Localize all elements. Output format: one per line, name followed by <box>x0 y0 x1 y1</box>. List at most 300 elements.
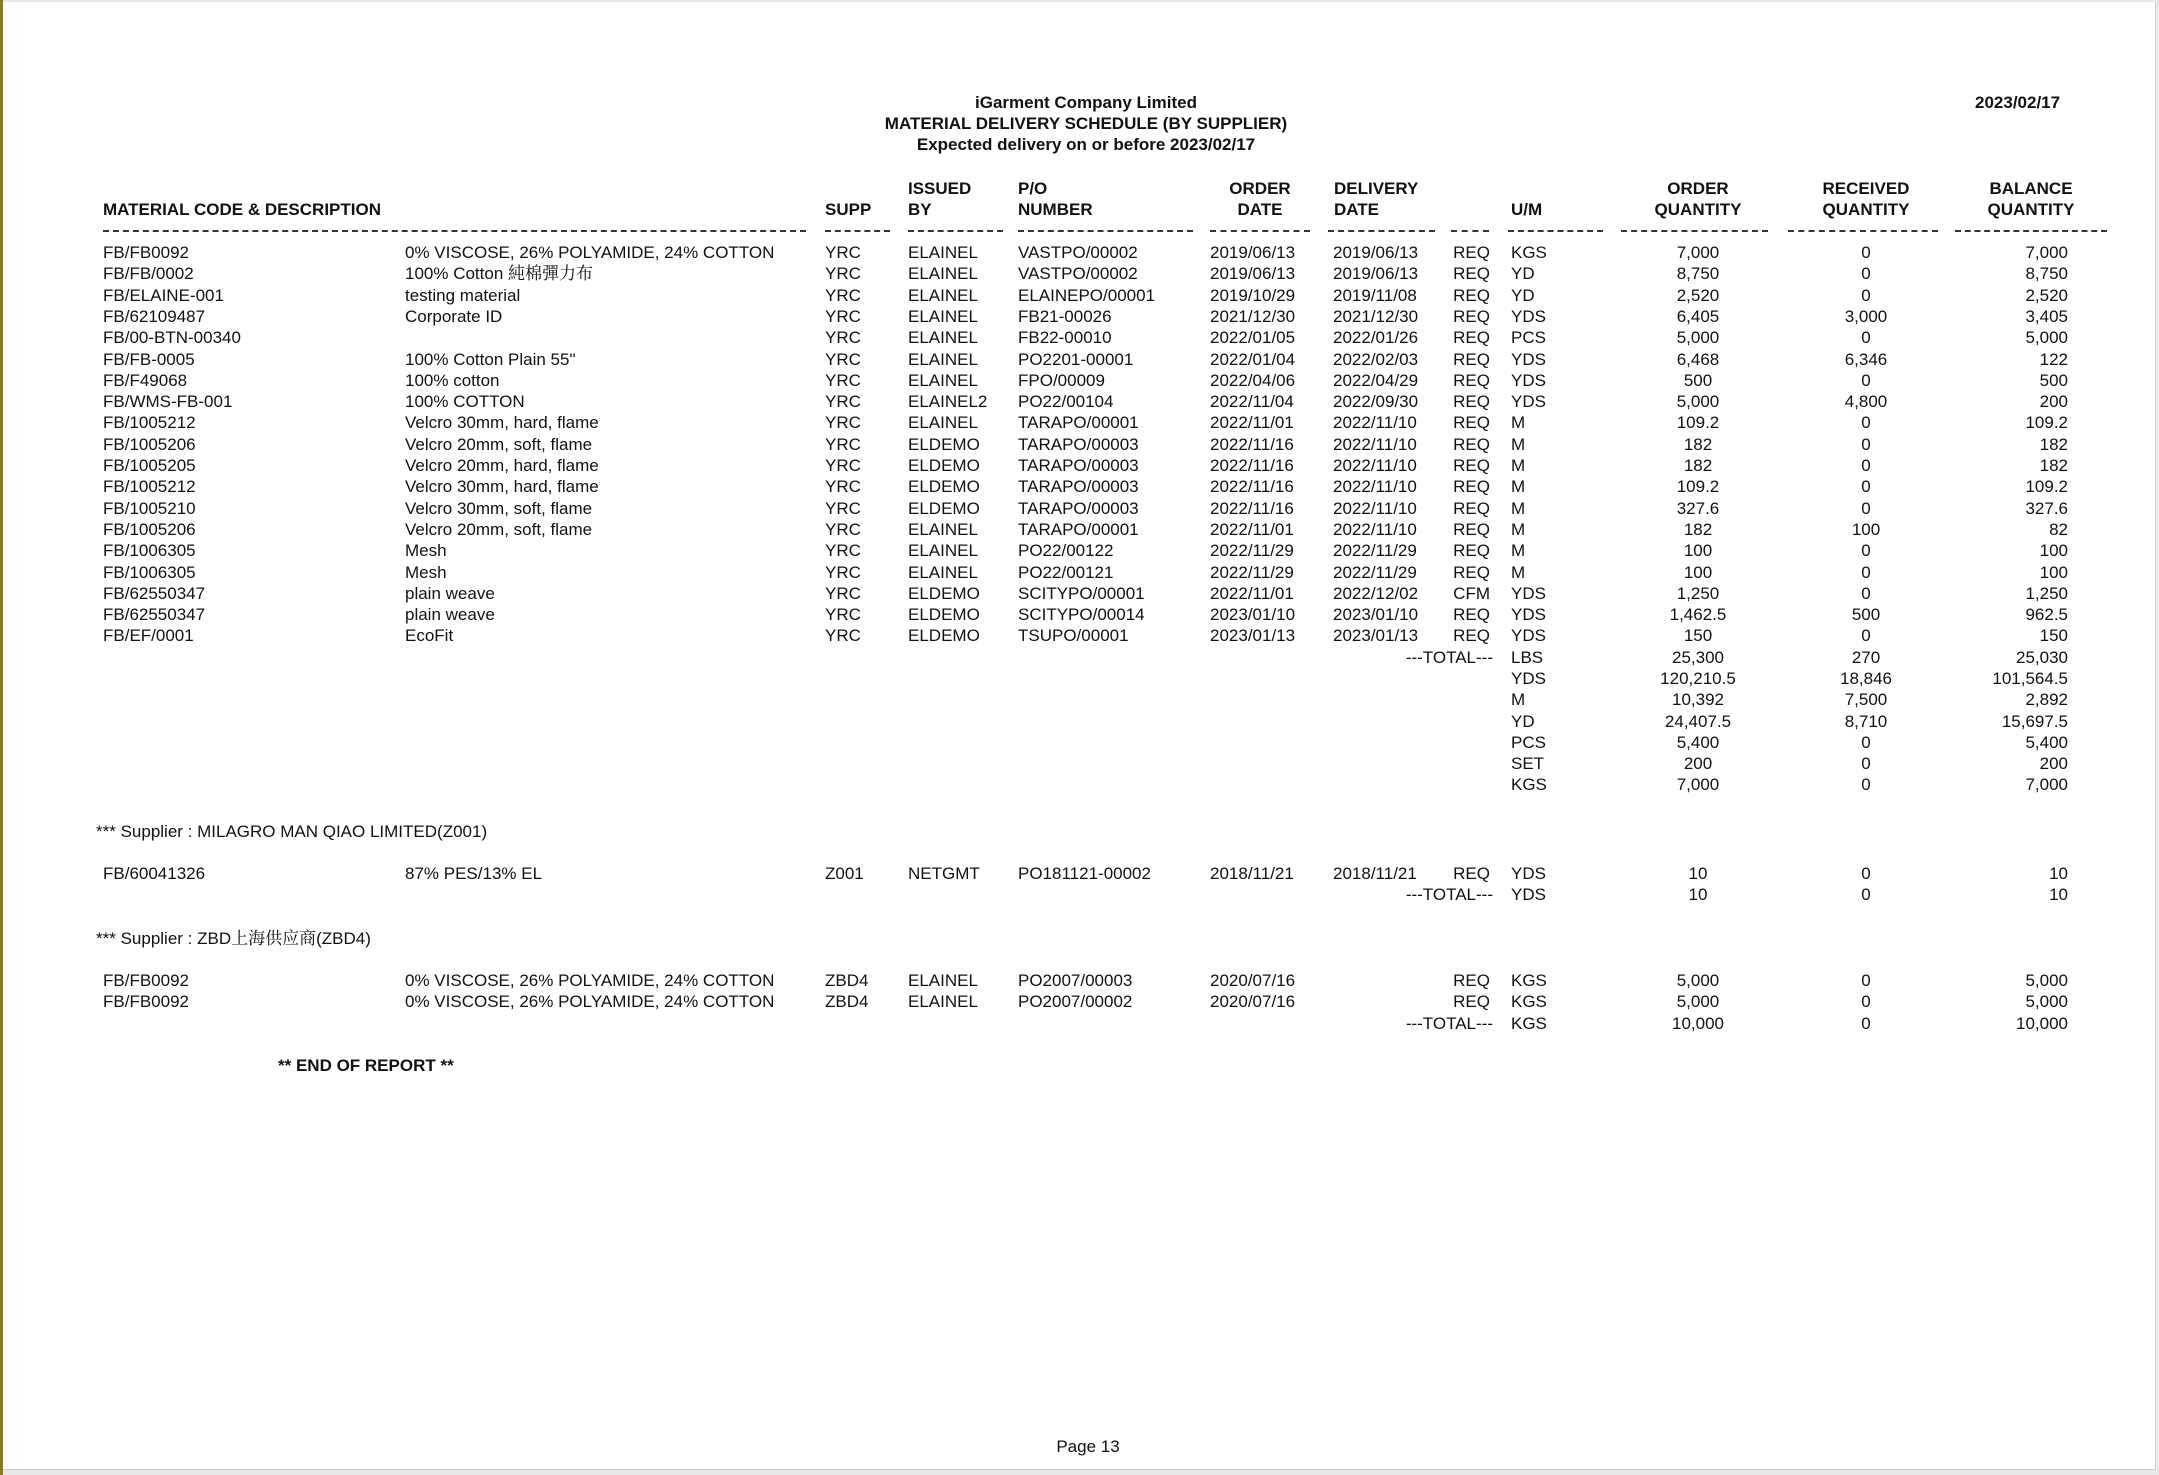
cell-ddate: 2022/11/10 <box>1333 435 1417 454</box>
cell-um: YDS <box>1511 864 1546 883</box>
cell-oqty: 6,405 <box>1676 307 1720 326</box>
cell-um: M <box>1511 690 1526 709</box>
cell-po: SCITYPO/00001 <box>1018 584 1145 603</box>
cell-code: FB/EF/0001 <box>103 626 194 645</box>
cell-status: REQ <box>1453 626 1490 645</box>
col-po-1: P/O <box>1018 179 1048 198</box>
cell-ddate: 2019/11/08 <box>1333 286 1417 305</box>
cell-bqty: 82 <box>2049 520 2068 539</box>
cell-rqty: 0 <box>1861 413 1871 432</box>
cell-bqty: 100 <box>2039 541 2068 560</box>
cell-code: FB/62109487 <box>103 307 206 326</box>
cell-rqty: 3,000 <box>1844 307 1888 326</box>
cell-rqty: 100 <box>1851 520 1881 539</box>
cell-odate: 2022/11/16 <box>1210 477 1294 496</box>
cell-status: REQ <box>1453 605 1490 624</box>
cell-by: ELAINEL2 <box>908 392 988 411</box>
cell-status: REQ <box>1453 350 1490 369</box>
cell-bqty: 122 <box>2039 350 2068 369</box>
cell-po: PO2007/00002 <box>1018 992 1133 1011</box>
cell-supp: YRC <box>825 584 861 603</box>
cell-bqty: 150 <box>2039 626 2068 645</box>
cell-po: VASTPO/00002 <box>1018 264 1138 283</box>
cell-um: PCS <box>1511 733 1546 752</box>
cell-status: REQ <box>1453 371 1490 390</box>
cell-bqty: 2,520 <box>2025 286 2068 305</box>
separator-balance <box>1955 230 2107 232</box>
cell-odate: 2018/11/21 <box>1210 864 1294 883</box>
cell-supp: YRC <box>825 626 861 645</box>
cell-rqty: 7,500 <box>1844 690 1888 709</box>
cell-um: PCS <box>1511 328 1546 347</box>
cell-um: M <box>1511 435 1526 454</box>
cell-by: ELAINEL <box>908 520 978 539</box>
report-title: MATERIAL DELIVERY SCHEDULE (BY SUPPLIER) <box>884 114 1288 133</box>
col-order-date-1: ORDER <box>1229 179 1291 198</box>
total-label: ---TOTAL--- <box>1405 1014 1493 1033</box>
cell-oqty: 182 <box>1683 435 1713 454</box>
cell-by: ELAINEL <box>908 264 978 283</box>
cell-supp: YRC <box>825 328 861 347</box>
cell-code: FB/1006305 <box>103 563 196 582</box>
cell-um: YDS <box>1511 584 1546 603</box>
cell-rqty: 0 <box>1861 563 1871 582</box>
cell-po: VASTPO/00002 <box>1018 243 1138 262</box>
cell-odate: 2020/07/16 <box>1210 992 1296 1011</box>
cell-oqty: 6,468 <box>1676 350 1720 369</box>
cell-code: FB/1005212 <box>103 413 196 432</box>
cell-ddate: 2022/09/30 <box>1333 392 1419 411</box>
cell-ddate: 2023/01/13 <box>1333 626 1419 645</box>
cell-supp: YRC <box>825 413 861 432</box>
cell-um: YD <box>1511 712 1535 731</box>
cell-um: KGS <box>1511 775 1547 794</box>
cell-odate: 2022/11/16 <box>1210 435 1294 454</box>
cell-oqty: 1,250 <box>1676 584 1720 603</box>
cell-po: PO2007/00003 <box>1018 971 1133 990</box>
cell-by: ELDEMO <box>908 605 980 624</box>
separator-um <box>1508 230 1603 232</box>
cell-um: KGS <box>1511 992 1547 1011</box>
cell-rqty: 270 <box>1851 648 1881 667</box>
cell-rqty: 0 <box>1861 499 1871 518</box>
cell-code: FB/62550347 <box>103 605 206 624</box>
cell-rqty: 0 <box>1861 477 1871 496</box>
cell-um: SET <box>1511 754 1545 773</box>
cell-oqty: 100 <box>1683 563 1713 582</box>
cell-status: CFM <box>1453 584 1490 603</box>
cell-by: ELAINEL <box>908 243 978 262</box>
cell-bqty: 10 <box>2049 864 2068 883</box>
cell-desc: Corporate ID <box>405 307 503 326</box>
supplier-label: *** Supplier : ZBD上海供应商(ZBD4) <box>96 929 371 948</box>
cell-desc: 100% Cotton 純棉彈力布 <box>405 264 594 283</box>
cell-desc: Velcro 30mm, hard, flame <box>405 477 599 496</box>
cell-odate: 2022/11/01 <box>1210 584 1294 603</box>
cell-rqty: 0 <box>1861 456 1871 475</box>
cell-po: TARAPO/00001 <box>1018 413 1139 432</box>
col-um: U/M <box>1511 200 1543 219</box>
cell-ddate: 2022/11/10 <box>1333 477 1417 496</box>
cell-code: FB/1005206 <box>103 520 196 539</box>
cell-oqty: 109.2 <box>1676 413 1720 432</box>
cell-by: ELAINEL <box>908 563 978 582</box>
cell-by: ELAINEL <box>908 350 978 369</box>
cell-bqty: 7,000 <box>2025 775 2068 794</box>
cell-supp: YRC <box>825 499 861 518</box>
cell-po: FB21-00026 <box>1018 307 1112 326</box>
cell-status: REQ <box>1453 413 1490 432</box>
cell-supp: ZBD4 <box>825 992 869 1011</box>
cell-odate: 2022/11/29 <box>1210 541 1294 560</box>
col-balance-1: BALANCE <box>1989 179 2073 198</box>
report-page <box>3 2 2156 1470</box>
cell-supp: YRC <box>825 264 861 283</box>
cell-code: FB/1005205 <box>103 456 196 475</box>
cell-by: ELDEMO <box>908 584 980 603</box>
cell-status: REQ <box>1453 563 1490 582</box>
cell-oqty: 10,000 <box>1672 1014 1724 1033</box>
col-supp: SUPP <box>825 200 872 219</box>
cell-rqty: 8,710 <box>1844 712 1888 731</box>
cell-oqty: 25,300 <box>1672 648 1724 667</box>
cell-rqty: 4,800 <box>1844 392 1888 411</box>
separator-po <box>1018 230 1193 232</box>
cell-desc: Velcro 20mm, hard, flame <box>405 456 599 475</box>
cell-by: ELDEMO <box>908 499 980 518</box>
cell-oqty: 5,000 <box>1676 328 1720 347</box>
cell-desc: 100% cotton <box>405 371 500 390</box>
cell-ddate: 2018/11/21 <box>1333 864 1417 883</box>
cell-status: REQ <box>1453 328 1490 347</box>
cell-po: PO2201-00001 <box>1018 350 1134 369</box>
cell-oqty: 8,750 <box>1676 264 1720 283</box>
cell-odate: 2023/01/10 <box>1210 605 1296 624</box>
cell-supp: YRC <box>825 371 861 390</box>
cell-bqty: 15,697.5 <box>2001 712 2068 731</box>
col-po-2: NUMBER <box>1018 200 1093 219</box>
cell-rqty: 0 <box>1861 626 1871 645</box>
cell-status: REQ <box>1453 307 1490 326</box>
cell-status: REQ <box>1453 971 1490 990</box>
cell-um: M <box>1511 456 1526 475</box>
end-of-report: ** END OF REPORT ** <box>278 1056 454 1075</box>
cell-ddate: 2022/11/10 <box>1333 520 1417 539</box>
cell-by: ELDEMO <box>908 477 980 496</box>
cell-um: M <box>1511 413 1526 432</box>
cell-oqty: 182 <box>1683 520 1713 539</box>
col-issued-2: BY <box>908 200 932 219</box>
cell-desc: plain weave <box>405 584 495 603</box>
cell-bqty: 5,000 <box>2025 971 2068 990</box>
cell-po: FPO/00009 <box>1018 371 1105 390</box>
col-delivery-date-2: DATE <box>1334 200 1380 219</box>
cell-odate: 2022/11/01 <box>1210 520 1294 539</box>
cell-bqty: 10 <box>2049 885 2068 904</box>
cell-um: KGS <box>1511 243 1547 262</box>
cell-um: LBS <box>1511 648 1544 667</box>
col-order-qty-1: ORDER <box>1667 179 1729 198</box>
cell-po: PO22/00104 <box>1018 392 1114 411</box>
cell-by: ELDEMO <box>908 626 980 645</box>
cell-code: FB/62550347 <box>103 584 206 603</box>
cell-bqty: 1,250 <box>2025 584 2068 603</box>
cell-rqty: 0 <box>1861 371 1871 390</box>
cell-ddate: 2022/11/29 <box>1333 563 1417 582</box>
cell-odate: 2022/11/04 <box>1210 392 1294 411</box>
cell-status: REQ <box>1453 541 1490 560</box>
cell-odate: 2019/06/13 <box>1210 264 1296 283</box>
cell-ddate: 2022/11/10 <box>1333 413 1417 432</box>
cell-oqty: 500 <box>1683 371 1713 390</box>
col-order-date-2: DATE <box>1237 200 1283 219</box>
page-number: Page 13 <box>1056 1437 1120 1456</box>
cell-supp: YRC <box>825 286 861 305</box>
cell-ddate: 2022/02/03 <box>1333 350 1419 369</box>
cell-status: REQ <box>1453 264 1490 283</box>
cell-rqty: 0 <box>1861 885 1871 904</box>
cell-by: ELAINEL <box>908 307 978 326</box>
cell-oqty: 10 <box>1688 885 1708 904</box>
cell-rqty: 0 <box>1861 541 1871 560</box>
cell-desc: 0% VISCOSE, 26% POLYAMIDE, 24% COTTON <box>405 992 775 1011</box>
cell-bqty: 8,750 <box>2025 264 2068 283</box>
cell-ddate: 2022/11/10 <box>1333 499 1417 518</box>
cell-oqty: 7,000 <box>1676 775 1720 794</box>
cell-rqty: 0 <box>1861 264 1871 283</box>
cell-by: NETGMT <box>908 864 980 883</box>
cell-odate: 2019/10/29 <box>1210 286 1296 305</box>
cell-ddate: 2022/12/02 <box>1333 584 1419 603</box>
cell-bqty: 200 <box>2039 754 2068 773</box>
cell-um: YD <box>1511 286 1535 305</box>
cell-oqty: 5,400 <box>1676 733 1720 752</box>
cell-bqty: 327.6 <box>2025 499 2068 518</box>
cell-po: PO181121-00002 <box>1018 864 1151 883</box>
cell-by: ELAINEL <box>908 971 978 990</box>
cell-oqty: 100 <box>1683 541 1713 560</box>
report-date: 2023/02/17 <box>1975 93 2061 112</box>
cell-status: REQ <box>1453 286 1490 305</box>
cell-um: YDS <box>1511 885 1546 904</box>
cell-odate: 2020/07/16 <box>1210 971 1296 990</box>
cell-supp: Z001 <box>825 864 864 883</box>
cell-oqty: 10 <box>1688 864 1708 883</box>
cell-bqty: 2,892 <box>2025 690 2068 709</box>
cell-um: YD <box>1511 264 1535 283</box>
cell-desc: EcoFit <box>405 626 454 645</box>
cell-ddate: 2019/06/13 <box>1333 264 1419 283</box>
cell-rqty: 500 <box>1851 605 1881 624</box>
cell-supp: YRC <box>825 456 861 475</box>
cell-um: YDS <box>1511 605 1546 624</box>
cell-code: FB/WMS-FB-001 <box>103 392 233 411</box>
cell-um: YDS <box>1511 307 1546 326</box>
cell-oqty: 24,407.5 <box>1664 712 1732 731</box>
cell-odate: 2022/11/16 <box>1210 456 1294 475</box>
cell-supp: YRC <box>825 541 861 560</box>
cell-rqty: 0 <box>1861 584 1871 603</box>
separator-delivery-date <box>1328 230 1435 232</box>
cell-code: FB/ELAINE-001 <box>103 286 224 305</box>
cell-desc: Velcro 20mm, soft, flame <box>405 520 593 539</box>
cell-odate: 2021/12/30 <box>1210 307 1296 326</box>
cell-um: YDS <box>1511 350 1546 369</box>
cell-rqty: 0 <box>1861 286 1871 305</box>
cell-supp: YRC <box>825 435 861 454</box>
cell-bqty: 101,564.5 <box>1992 669 2068 688</box>
cell-code: FB/1005212 <box>103 477 196 496</box>
cell-bqty: 7,000 <box>2025 243 2068 262</box>
cell-odate: 2022/11/29 <box>1210 563 1294 582</box>
col-balance-2: QUANTITY <box>1987 200 2075 219</box>
cell-supp: YRC <box>825 350 861 369</box>
col-order-qty-2: QUANTITY <box>1654 200 1742 219</box>
cell-status: REQ <box>1453 992 1490 1011</box>
cell-status: REQ <box>1453 435 1490 454</box>
total-label: ---TOTAL--- <box>1405 648 1493 667</box>
cell-status: REQ <box>1453 456 1490 475</box>
cell-um: KGS <box>1511 1014 1547 1033</box>
cell-odate: 2023/01/13 <box>1210 626 1296 645</box>
cell-ddate: 2022/01/26 <box>1333 328 1419 347</box>
separator-supp <box>825 230 890 232</box>
cell-po: TARAPO/00003 <box>1018 456 1139 475</box>
cell-code: FB/FB-0005 <box>103 350 195 369</box>
cell-status: REQ <box>1453 520 1490 539</box>
separator-received <box>1788 230 1938 232</box>
cell-supp: YRC <box>825 520 861 539</box>
cell-um: M <box>1511 563 1526 582</box>
cell-bqty: 3,405 <box>2025 307 2068 326</box>
cell-po: TARAPO/00003 <box>1018 435 1139 454</box>
cell-po: ELAINEPO/00001 <box>1018 286 1156 305</box>
separator-issued <box>908 230 1003 232</box>
cell-supp: YRC <box>825 392 861 411</box>
cell-bqty: 109.2 <box>2025 477 2068 496</box>
cell-desc: Mesh <box>405 541 447 560</box>
cell-by: ELAINEL <box>908 328 978 347</box>
cell-desc: testing material <box>405 286 521 305</box>
cell-bqty: 200 <box>2039 392 2068 411</box>
cell-bqty: 25,030 <box>2016 648 2068 667</box>
cell-odate: 2022/01/04 <box>1210 350 1296 369</box>
cell-ddate: 2021/12/30 <box>1333 307 1419 326</box>
cell-rqty: 0 <box>1861 754 1871 773</box>
cell-bqty: 500 <box>2039 371 2068 390</box>
separator-order-date <box>1210 230 1310 232</box>
cell-oqty: 200 <box>1683 754 1713 773</box>
col-received-2: QUANTITY <box>1822 200 1910 219</box>
cell-desc: plain weave <box>405 605 495 624</box>
cell-um: M <box>1511 477 1526 496</box>
cell-bqty: 5,000 <box>2025 328 2068 347</box>
cell-supp: ZBD4 <box>825 971 869 990</box>
separator-status <box>1451 230 1489 232</box>
cell-odate: 2022/11/16 <box>1210 499 1294 518</box>
cell-ddate: 2019/06/13 <box>1333 243 1419 262</box>
cell-supp: YRC <box>825 477 861 496</box>
cell-by: ELAINEL <box>908 371 978 390</box>
cell-code: FB/1005206 <box>103 435 196 454</box>
col-issued-1: ISSUED <box>908 179 972 198</box>
cell-supp: YRC <box>825 563 861 582</box>
cell-desc: 100% Cotton Plain 55" <box>405 350 576 369</box>
cell-rqty: 0 <box>1861 971 1871 990</box>
cell-po: PO22/00122 <box>1018 541 1114 560</box>
cell-rqty: 6,346 <box>1844 350 1888 369</box>
cell-status: REQ <box>1453 392 1490 411</box>
cell-um: YDS <box>1511 392 1546 411</box>
cell-rqty: 0 <box>1861 775 1871 794</box>
cell-rqty: 0 <box>1861 992 1871 1011</box>
cell-desc: Velcro 30mm, soft, flame <box>405 499 593 518</box>
cell-by: ELDEMO <box>908 456 980 475</box>
cell-by: ELDEMO <box>908 435 980 454</box>
cell-oqty: 5,000 <box>1676 392 1720 411</box>
cell-um: YDS <box>1511 669 1546 688</box>
cell-oqty: 2,520 <box>1676 286 1720 305</box>
cell-desc: Velcro 20mm, soft, flame <box>405 435 593 454</box>
cell-rqty: 0 <box>1861 1014 1871 1033</box>
cell-ddate: 2022/11/29 <box>1333 541 1417 560</box>
cell-um: M <box>1511 499 1526 518</box>
cell-po: TARAPO/00003 <box>1018 477 1139 496</box>
cell-status: REQ <box>1453 243 1490 262</box>
cell-bqty: 5,400 <box>2025 733 2068 752</box>
supplier-label: *** Supplier : MILAGRO MAN QIAO LIMITED(Z001) <box>96 822 488 841</box>
cell-oqty: 109.2 <box>1676 477 1720 496</box>
cell-oqty: 327.6 <box>1676 499 1720 518</box>
cell-status: REQ <box>1453 499 1490 518</box>
col-material: MATERIAL CODE & DESCRIPTION <box>103 200 381 219</box>
cell-oqty: 150 <box>1683 626 1713 645</box>
cell-bqty: 5,000 <box>2025 992 2068 1011</box>
cell-odate: 2022/11/01 <box>1210 413 1294 432</box>
cell-rqty: 0 <box>1861 733 1871 752</box>
total-label: ---TOTAL--- <box>1405 885 1493 904</box>
cell-rqty: 0 <box>1861 328 1871 347</box>
cell-desc: Velcro 30mm, hard, flame <box>405 413 599 432</box>
cell-ddate: 2023/01/10 <box>1333 605 1419 624</box>
cell-oqty: 120,210.5 <box>1660 669 1736 688</box>
cell-supp: YRC <box>825 307 861 326</box>
company-name: iGarment Company Limited <box>975 93 1197 112</box>
cell-by: ELAINEL <box>908 992 978 1011</box>
cell-code: FB/60041326 <box>103 864 206 883</box>
cell-um: M <box>1511 541 1526 560</box>
cell-status: REQ <box>1453 864 1490 883</box>
cell-desc: Mesh <box>405 563 447 582</box>
cell-bqty: 182 <box>2039 435 2068 454</box>
separator-material <box>103 230 806 232</box>
cell-code: FB/1005210 <box>103 499 196 518</box>
cell-rqty: 18,846 <box>1840 669 1892 688</box>
cell-oqty: 5,000 <box>1676 992 1720 1011</box>
cell-supp: YRC <box>825 605 861 624</box>
col-received-1: RECEIVED <box>1822 179 1910 198</box>
cell-supp: YRC <box>825 243 861 262</box>
cell-bqty: 182 <box>2039 456 2068 475</box>
cell-odate: 2022/01/05 <box>1210 328 1296 347</box>
cell-ddate: 2022/11/10 <box>1333 456 1417 475</box>
cell-po: FB22-00010 <box>1018 328 1112 347</box>
cell-code: FB/00-BTN-00340 <box>103 328 241 347</box>
cell-odate: 2022/04/06 <box>1210 371 1296 390</box>
cell-odate: 2019/06/13 <box>1210 243 1296 262</box>
cell-ddate: 2022/04/29 <box>1333 371 1419 390</box>
cell-by: ELAINEL <box>908 541 978 560</box>
